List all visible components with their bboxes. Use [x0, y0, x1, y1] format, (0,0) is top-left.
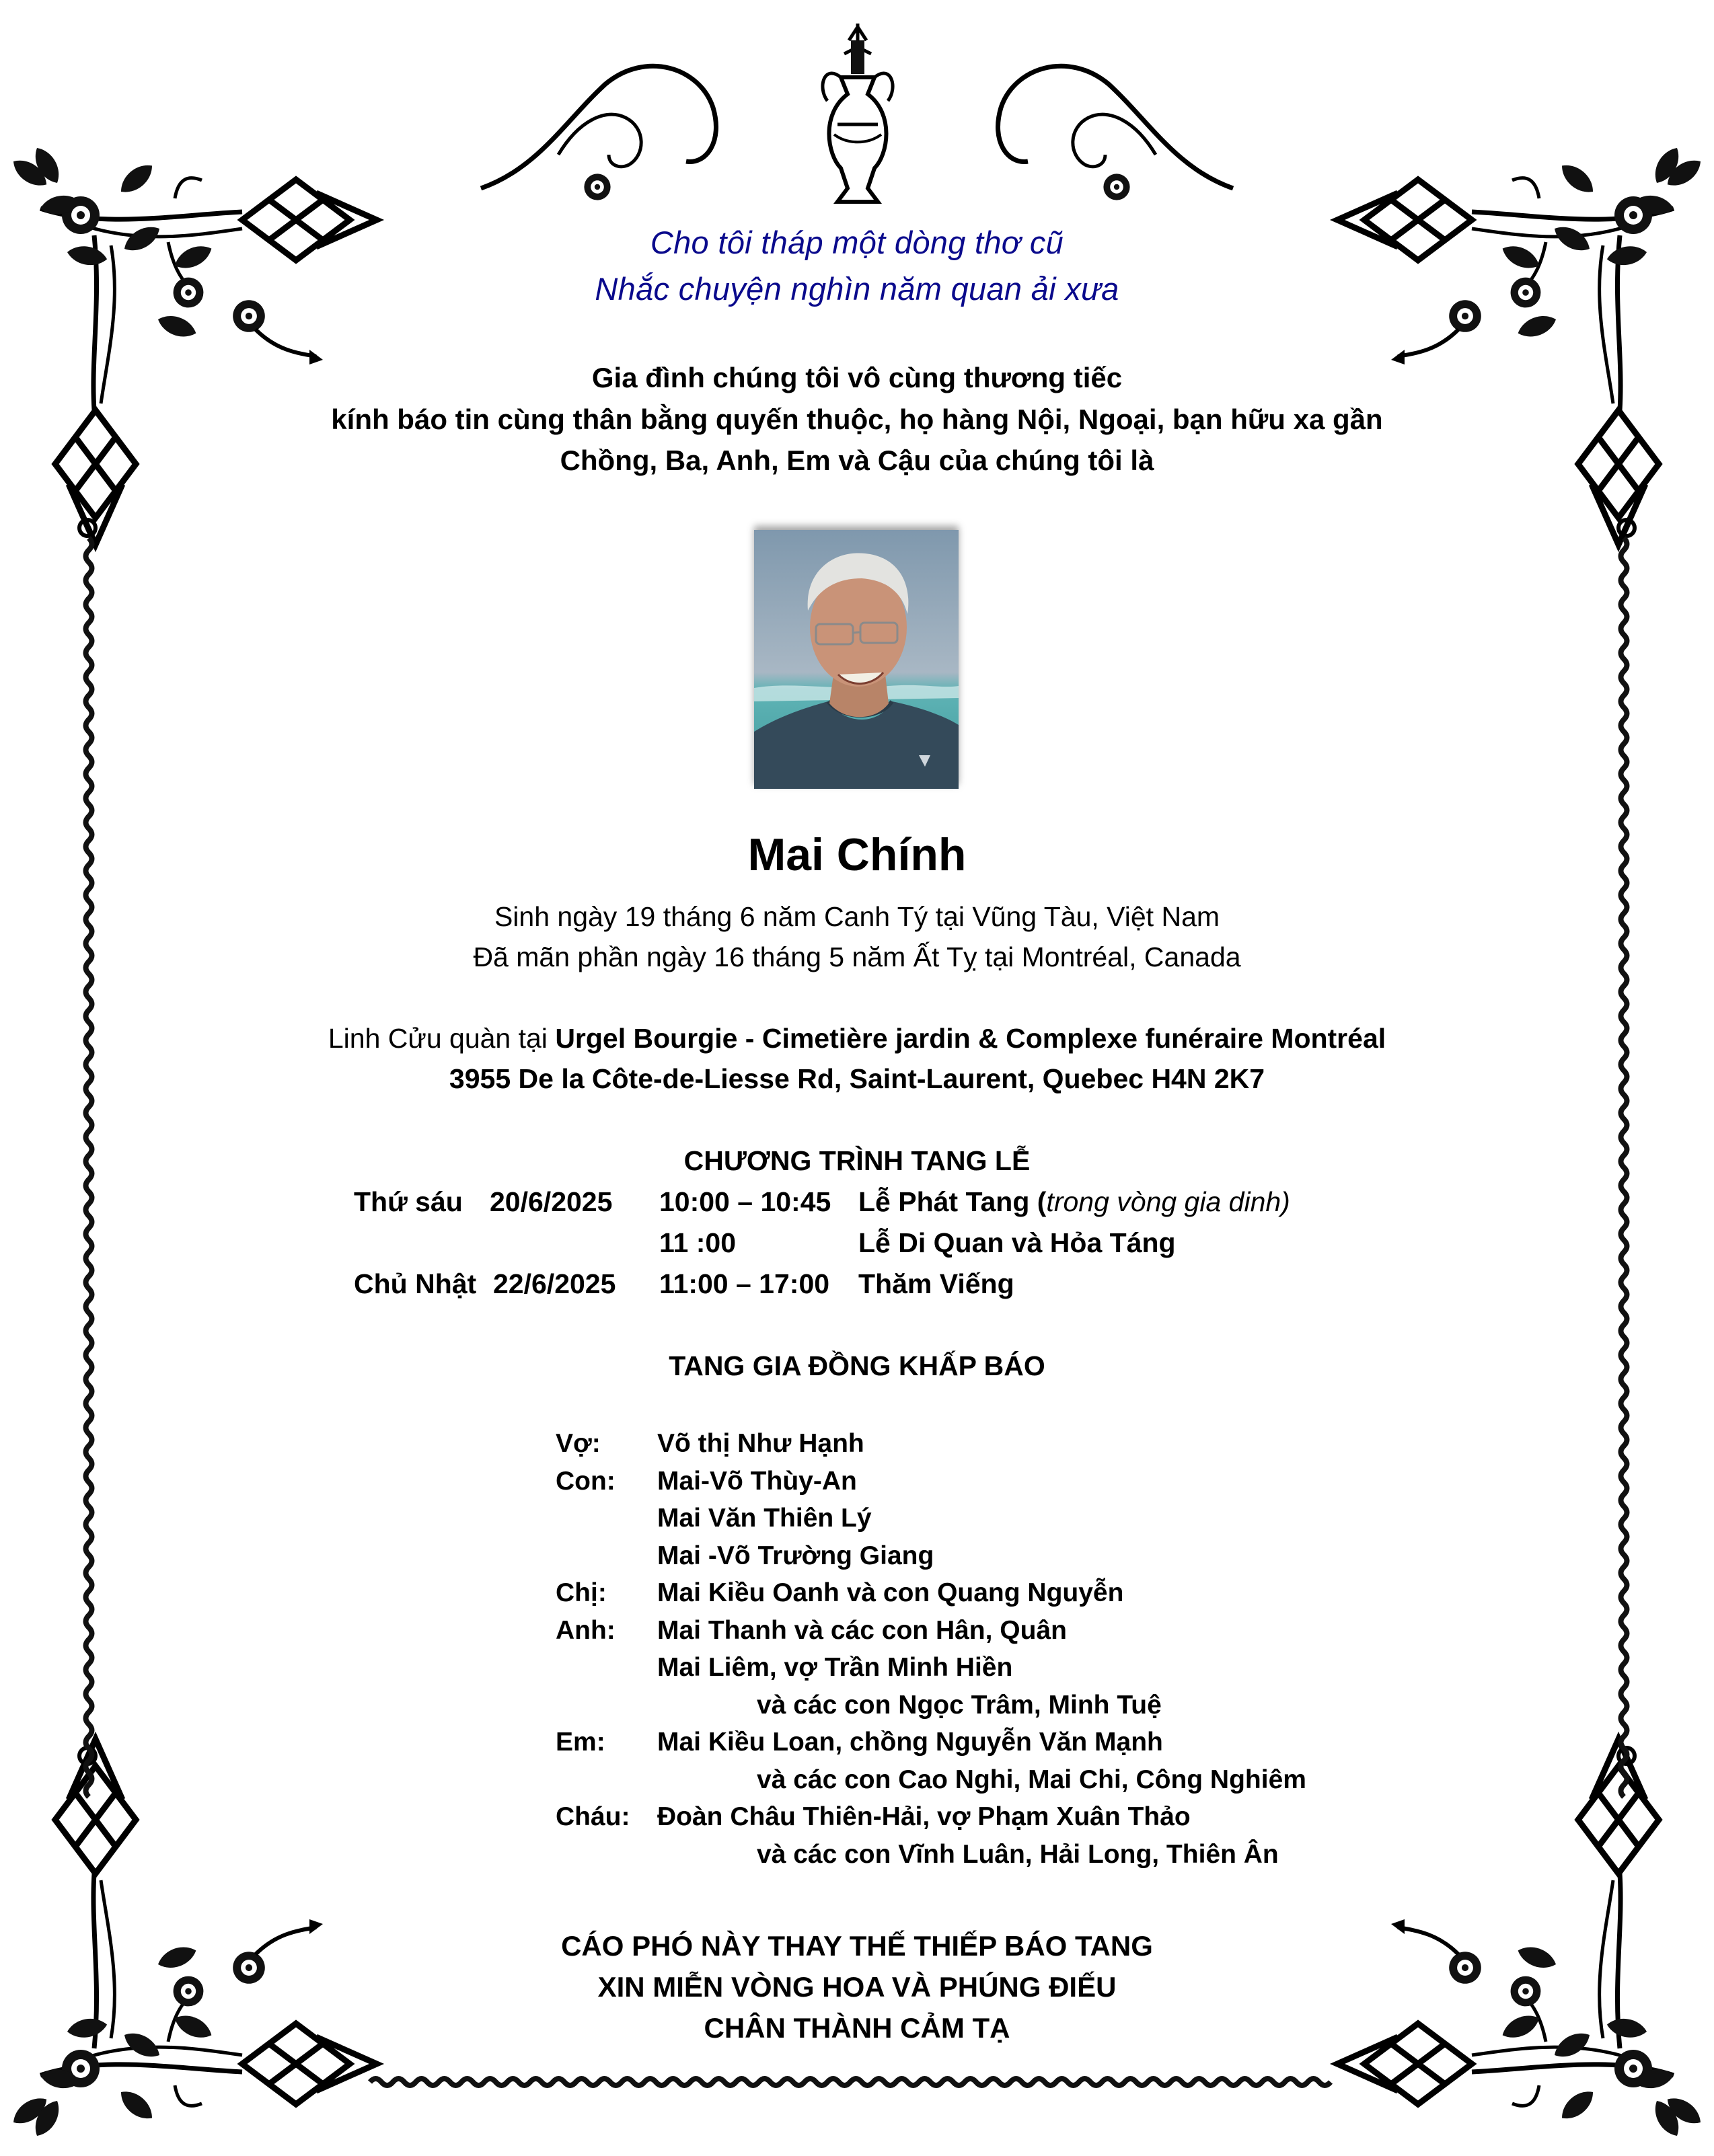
program-row — [0, 1186, 1714, 1221]
family-member-name: Mai-Võ Thùy-An — [657, 1467, 857, 1496]
program-date: 20/6/2025 — [490, 1186, 613, 1217]
family-member-children: và các con Ngọc Trâm, Minh Tuệ — [757, 1691, 1162, 1720]
venue-name: Urgel Bourgie - Cimetière jardin & Complexe funéraire Montréal — [555, 1023, 1386, 1054]
family-member-name: Mai Kiều Oanh và con Quang Nguyễn — [657, 1578, 1124, 1607]
family-row — [0, 1467, 1714, 1502]
family-row — [0, 1504, 1714, 1539]
program-time: 11 :00 — [659, 1227, 736, 1258]
family-member-name: Đoàn Châu Thiên-Hải, vợ Phạm Xuân Thảo — [657, 1802, 1191, 1831]
family-row — [0, 1616, 1714, 1651]
family-relation-label: Cháu: — [556, 1802, 630, 1831]
family-member-name: Mai Liêm, vợ Trần Minh Hiền — [657, 1653, 1013, 1682]
wavy-border-bottom — [370, 2079, 1331, 2085]
corner-ornament-top-right — [1337, 143, 1706, 545]
program-event-text: Lễ Phát Tang ( — [858, 1186, 1047, 1217]
family-member-name: Mai -Võ Trường Giang — [657, 1541, 934, 1570]
portrait-photo — [754, 530, 959, 789]
program-row — [0, 1227, 1714, 1262]
family-relation-label: Em: — [556, 1728, 605, 1757]
death-info: Đã mãn phần ngày 16 tháng 5 năm Ất Tỵ tại Montréal, Canada — [473, 941, 1241, 972]
closing-line-1: CÁO PHÓ NÀY THAY THẾ THIẾP BÁO TANG — [561, 1930, 1153, 1962]
family-member-name: Mai Thanh và các con Hân, Quân — [657, 1616, 1067, 1645]
family-relation-label: Con: — [556, 1467, 616, 1496]
corner-ornament-top-left — [8, 143, 377, 545]
venue-line — [0, 1023, 1714, 1054]
program-time: 11:00 – 17:00 — [659, 1268, 830, 1299]
family-row — [0, 1840, 1714, 1875]
family-row — [0, 1541, 1714, 1576]
family-row — [0, 1578, 1714, 1613]
program-date: 22/6/2025 — [493, 1268, 616, 1299]
family-row — [0, 1728, 1714, 1763]
program-day: Thứ sáu — [354, 1186, 463, 1217]
intro-line-1: Gia đình chúng tôi vô cùng thương tiếc — [591, 362, 1123, 393]
closing-line-3: CHÂN THÀNH CẢM TẠ — [704, 2012, 1010, 2044]
program-event: Thăm Viếng — [858, 1268, 1014, 1299]
poem-line-2: Nhắc chuyện nghìn năm quan ải xưa — [595, 271, 1119, 307]
family-relation-label: Anh: — [556, 1616, 616, 1645]
closing-line-2: XIN MIỄN VÒNG HOA VÀ PHÚNG ĐIẾU — [597, 1971, 1117, 2003]
program-event-note: trong vòng gia dinh) — [1046, 1186, 1290, 1217]
family-member-name: Võ thị Như Hạnh — [657, 1429, 864, 1458]
family-member-children: và các con Cao Nghi, Mai Chi, Công Nghiêm — [757, 1765, 1306, 1794]
program-title: CHƯƠNG TRÌNH TANG LỄ — [683, 1145, 1031, 1176]
program-event — [858, 1186, 1290, 1218]
family-member-name: Mai Văn Thiên Lý — [657, 1504, 872, 1533]
family-row — [0, 1765, 1714, 1800]
program-row — [0, 1268, 1714, 1303]
venue-address: 3955 De la Côte-de-Liesse Rd, Saint-Laurent, Quebec H4N 2K7 — [449, 1063, 1265, 1094]
family-member-name: Mai Kiều Loan, chồng Nguyễn Văn Mạnh — [657, 1728, 1163, 1757]
family-title: TANG GIA ĐỒNG KHẤP BÁO — [669, 1350, 1045, 1381]
birth-info: Sinh ngày 19 tháng 6 năm Canh Tý tại Vũng Tàu, Việt Nam — [494, 901, 1220, 932]
family-row — [0, 1802, 1714, 1837]
venue-prefix: Linh Cửu quàn tại — [328, 1023, 556, 1054]
program-event: Lễ Di Quan và Hỏa Táng — [858, 1227, 1176, 1258]
family-relation-label: Chị: — [556, 1578, 607, 1607]
family-row — [0, 1691, 1714, 1726]
program-time: 10:00 – 10:45 — [659, 1186, 831, 1217]
family-member-children: và các con Vĩnh Luân, Hải Long, Thiên Ân — [757, 1840, 1279, 1869]
family-relation-label: Vợ: — [556, 1429, 601, 1458]
program-day: Chủ Nhật — [354, 1268, 477, 1299]
deceased-name: Mai Chính — [747, 829, 967, 880]
family-row — [0, 1653, 1714, 1688]
intro-line-3: Chồng, Ba, Anh, Em và Cậu của chúng tôi là — [560, 445, 1154, 476]
urn-ornament — [481, 24, 1233, 202]
family-row — [0, 1429, 1714, 1464]
intro-line-2: kính báo tin cùng thân bằng quyến thuộc, họ hàng Nội, Ngoại, bạn hữu xa gần — [331, 403, 1383, 435]
poem-line-1: Cho tôi tháp một dòng thơ cũ — [650, 225, 1064, 260]
